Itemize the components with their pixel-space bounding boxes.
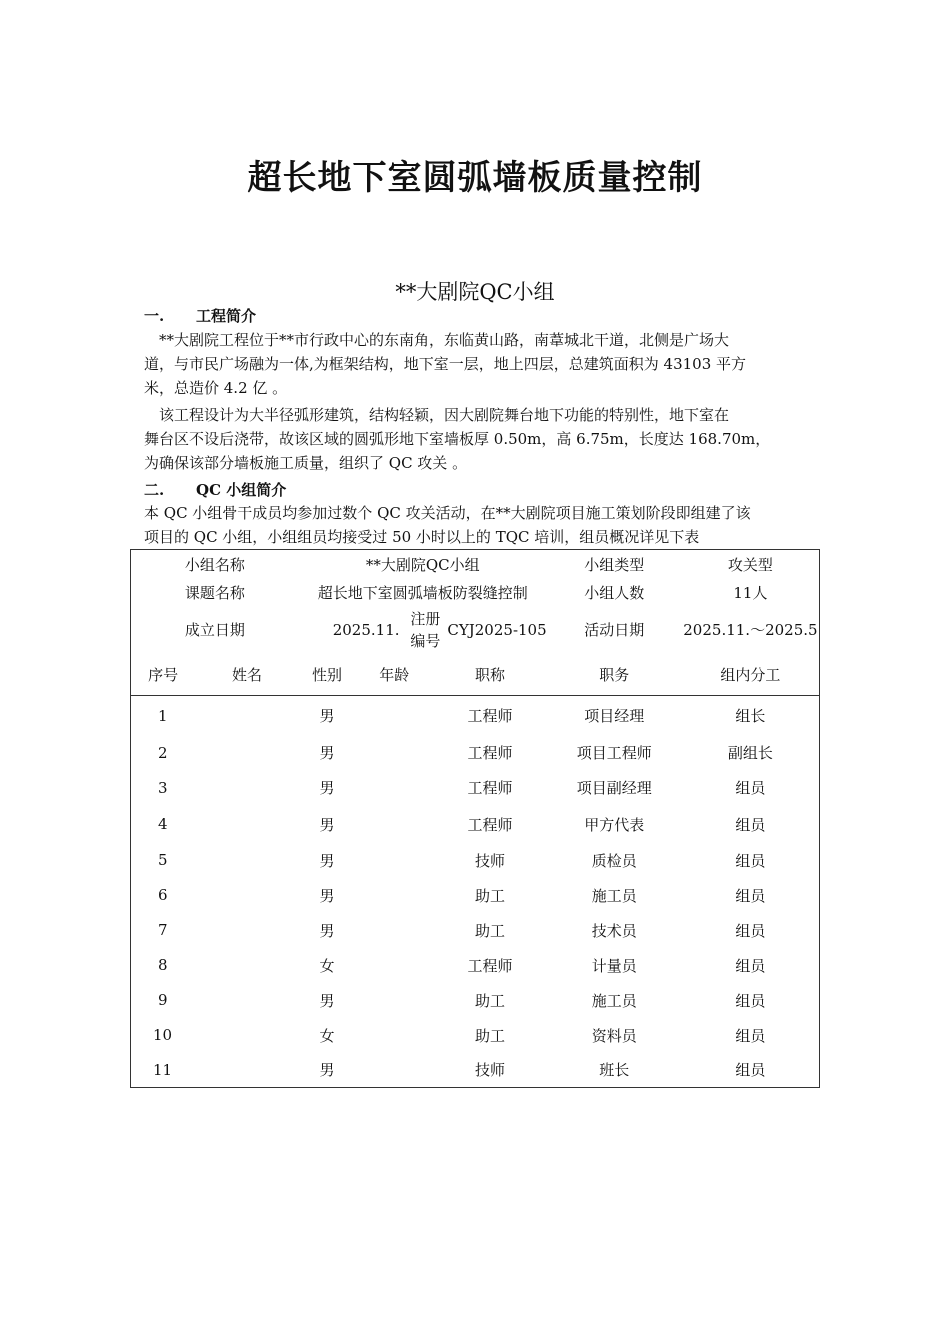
cell-number: 9 — [158, 991, 168, 1009]
cell-name — [195, 736, 299, 770]
cell-age — [355, 843, 433, 878]
table-row — [131, 948, 820, 983]
cell-gender: 男 — [319, 921, 335, 940]
cell-position: 技术员 — [591, 921, 637, 940]
cell-title: 技师 — [475, 1061, 506, 1080]
header-cell: 组内分工 — [682, 654, 820, 696]
cell-name — [195, 1018, 299, 1053]
cell-name — [195, 843, 299, 878]
cell-role: 组员 — [735, 991, 766, 1010]
cell-gender: 男 — [319, 815, 335, 834]
label-activity-date: 活动日期 — [584, 621, 645, 639]
table-row — [131, 878, 820, 913]
cell-role: 组员 — [735, 1061, 766, 1080]
table-row — [131, 843, 820, 878]
label-group-name: 小组名称 — [184, 555, 245, 574]
header-cell: 职务 — [547, 654, 682, 696]
cell-gender: 女 — [319, 1026, 335, 1045]
cell-position: 计量员 — [591, 956, 637, 975]
cell-gender: 男 — [319, 1061, 335, 1080]
table-row — [131, 913, 820, 948]
section-heading-overview — [144, 305, 256, 326]
table-info-row — [131, 579, 820, 606]
cell-gender: 女 — [319, 956, 335, 975]
value-group-type: 攻关型 — [727, 555, 773, 574]
label-subject: 课题名称 — [184, 583, 245, 602]
label-founded-date: 成立日期 — [184, 621, 245, 639]
cell-role: 组员 — [735, 956, 766, 975]
header-cell: 职称 — [433, 654, 546, 696]
cell-gender: 男 — [319, 707, 335, 726]
header-cell: 姓名 — [195, 654, 299, 696]
cell-name — [195, 913, 299, 948]
cell-role: 副组长 — [727, 744, 773, 762]
cell-position: 资料员 — [591, 1026, 637, 1045]
table-row — [131, 696, 820, 736]
header-cell: 年龄 — [355, 654, 433, 696]
paragraph-line: 米，总造价 4.2 亿 。 — [144, 379, 288, 397]
cell-age — [355, 1018, 433, 1053]
cell-age — [355, 736, 433, 770]
paragraph-line: **大剧院工程位于**市行政中心的东南角，东临黄山路，南葦城北干道，北侧是广场大 — [159, 331, 730, 349]
cell-role: 组员 — [735, 779, 766, 797]
registration-cell — [410, 606, 547, 654]
table-row — [131, 983, 820, 1018]
table-info-row — [131, 550, 820, 579]
value-member-count: 11人 — [733, 583, 768, 602]
table-row — [131, 770, 820, 806]
cell-title: 工程师 — [467, 744, 513, 762]
paragraph-qc-group — [144, 501, 814, 549]
cell-age — [355, 878, 433, 913]
cell-age — [355, 770, 433, 806]
cell-role: 组员 — [735, 921, 766, 940]
paragraph-project-location — [144, 328, 808, 400]
header-cell: 序号 — [131, 654, 196, 696]
value-registration-no: CYJ2025-105 — [447, 620, 547, 639]
cell-gender: 男 — [319, 851, 335, 870]
paragraph-line: 道，与市民广场融为一体,为框架结构，地下室一层，地上四层，总建筑面积为 43103 平方 — [144, 355, 747, 373]
cell-name — [195, 770, 299, 806]
label-registration-no: 注册编号 — [410, 609, 441, 650]
section-number: 一. — [144, 307, 165, 325]
cell-position: 项目副经理 — [576, 779, 652, 797]
paragraph-line: 为确保该部分墙板施工质量，组织了 QC 攻关 。 — [144, 454, 468, 472]
cell-position: 班长 — [599, 1061, 630, 1080]
cell-age — [355, 913, 433, 948]
cell-number: 4 — [158, 815, 168, 833]
cell-role: 组长 — [735, 707, 766, 726]
value-group-name: **大剧院QC小组 — [365, 555, 480, 574]
cell-position: 施工员 — [591, 886, 637, 905]
cell-number: 10 — [153, 1026, 173, 1044]
cell-gender: 男 — [319, 991, 335, 1010]
cell-number: 5 — [158, 851, 168, 869]
cell-position: 项目经理 — [584, 707, 645, 726]
section-heading-qc-group — [144, 479, 286, 500]
cell-number: 2 — [158, 743, 168, 762]
value-activity-date: 2025.11.～2025.5 — [683, 621, 818, 639]
table-row — [131, 1018, 820, 1053]
qc-group-table — [130, 549, 820, 1088]
label-member-count: 小组人数 — [584, 583, 645, 602]
member-rows — [131, 696, 820, 1088]
cell-role: 组员 — [735, 1026, 766, 1045]
cell-number: 1 — [158, 706, 168, 725]
cell-role: 组员 — [735, 851, 766, 870]
section-title: QC 小组简介 — [196, 481, 287, 499]
cell-title: 工程师 — [467, 779, 513, 797]
cell-title: 助工 — [475, 921, 506, 940]
cell-position: 甲方代表 — [584, 815, 645, 834]
document-title: 超长地下室圆弧墙板质量控制 — [247, 158, 703, 198]
cell-age — [355, 806, 433, 843]
paragraph-project-design — [144, 403, 808, 475]
cell-role: 组员 — [735, 886, 766, 905]
value-subject: 超长地下室圆弧墙板防裂缝控制 — [317, 583, 528, 602]
cell-name — [195, 1053, 299, 1088]
cell-title: 助工 — [475, 1026, 506, 1045]
cell-age — [355, 948, 433, 983]
document-subtitle: **大剧院QC小组 — [395, 280, 555, 304]
section-title: 工程简介 — [196, 307, 257, 325]
cell-number: 3 — [158, 778, 168, 797]
paragraph-line: 该工程设计为大半径弧形建筑，结构轻颖，因大剧院舞台地下功能的特别性，地下室在 — [159, 406, 730, 424]
section-number: 二. — [144, 481, 165, 499]
cell-title: 工程师 — [467, 707, 513, 726]
table-row — [131, 736, 820, 770]
label-group-type: 小组类型 — [584, 555, 645, 574]
cell-number: 7 — [158, 921, 168, 939]
cell-name — [195, 983, 299, 1018]
header-cell: 性别 — [299, 654, 355, 696]
cell-position: 质检员 — [591, 851, 637, 870]
paragraph-line: 项目的 QC 小组，小组组员均接受过 50 小时以上的 TQC 培训，组员概况详见下表 — [144, 528, 700, 546]
cell-title: 技师 — [475, 851, 506, 870]
table-header-row — [131, 654, 820, 696]
table-row — [131, 806, 820, 843]
cell-title: 助工 — [475, 886, 506, 905]
cell-name — [195, 948, 299, 983]
cell-number: 11 — [153, 1060, 173, 1079]
cell-name — [195, 878, 299, 913]
value-founded-date: 2025.11. — [332, 620, 400, 639]
cell-role: 组员 — [735, 815, 766, 834]
paragraph-line: 舞台区不设后浇带，故该区域的圆弧形地下室墙板厚 0.50m，高 6.75m，长度达 168.70m， — [144, 430, 771, 448]
table-row — [131, 1053, 820, 1088]
cell-title: 助工 — [475, 991, 506, 1010]
table-info-row — [131, 606, 820, 654]
cell-gender: 男 — [319, 886, 335, 905]
cell-age — [355, 983, 433, 1018]
cell-name — [195, 806, 299, 843]
cell-gender: 男 — [319, 779, 335, 797]
cell-position: 施工员 — [591, 991, 637, 1010]
cell-gender: 男 — [319, 744, 335, 762]
cell-title: 工程师 — [467, 815, 513, 834]
cell-position: 项目工程师 — [576, 744, 652, 762]
cell-number: 6 — [158, 886, 168, 904]
cell-age — [355, 1053, 433, 1088]
cell-number: 8 — [158, 956, 168, 974]
cell-name — [195, 696, 299, 736]
paragraph-line: 本 QC 小组骨干成员均参加过数个 QC 攻关活动，在**大剧院项目施工策划阶段即组建了该 — [144, 504, 751, 522]
cell-title: 工程师 — [467, 956, 513, 975]
cell-age — [355, 696, 433, 736]
